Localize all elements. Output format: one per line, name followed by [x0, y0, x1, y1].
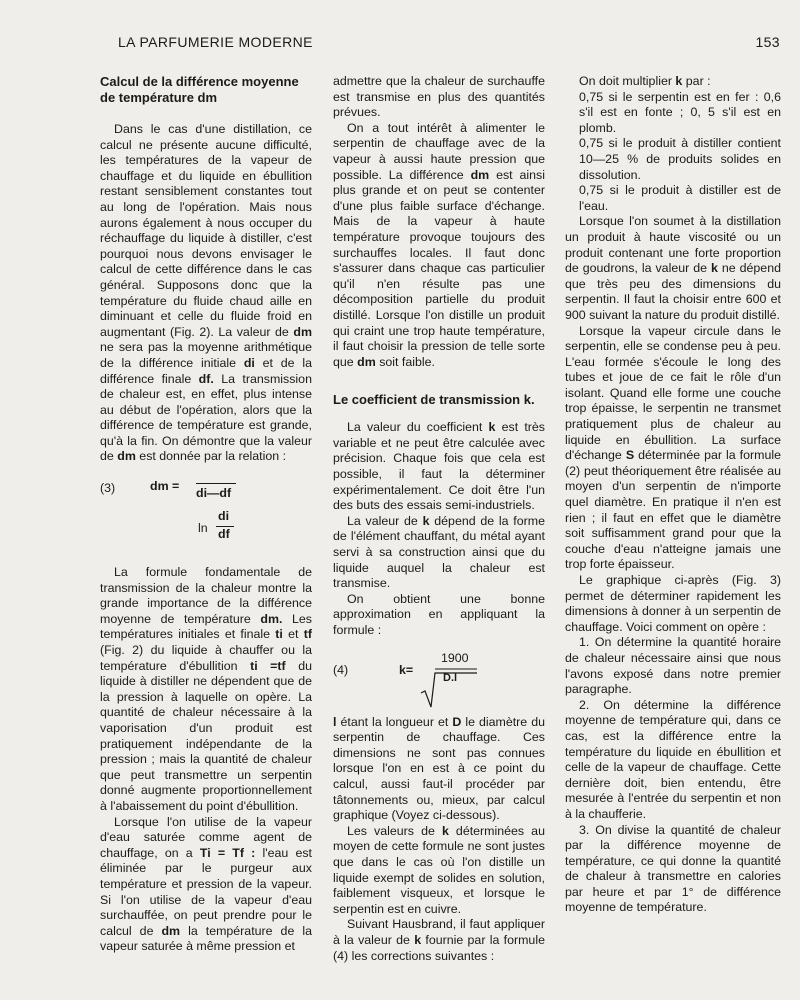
list-item: 0,75 si le serpentin est en fer : 0,6 s'il est en fonte ; 0, 5 s'il est en plomb. — [579, 89, 781, 135]
text: Suivant Hausbrand, il faut appliquer à la valeur de — [333, 917, 545, 947]
numbered-step: 2. On détermine la différence moyenne de température qui, dans ce cas, est la différence entre la température du liquide en ébullition et celle de la vapeur de chauffage. Cette dernière doit, bien entendu, être mesurée à l'entrée du serpentin et non à la chaufferie. — [565, 697, 781, 821]
page-number: 153 — [755, 34, 780, 50]
text: La valeur de — [347, 513, 418, 528]
paragraph — [333, 715, 545, 824]
text: La transmission de chaleur est, en effet, plus intense au début de l'opération, alors que la différence de température est grande, qu'à la fin. On démontre que la valeur de — [100, 371, 312, 464]
term: ti =tf — [250, 658, 286, 673]
text: La formule fondamentale de transmission de la chaleur montre la grande importance de la différence moyenne de température — [100, 565, 312, 626]
term: k — [710, 261, 718, 276]
numbered-step: 3. On divise la quantité de chaleur par la différence moyenne de température, ce qui donne la quantité de chaleur à transmettre en calories par heure et par 1° de différence moyenne de température. — [565, 822, 781, 915]
paragraph — [333, 420, 545, 514]
text: Lorsque l'on utilise de la vapeur d'eau saturée comme agent de chauffage, on a — [100, 814, 312, 860]
fraction-bar — [196, 483, 236, 501]
text: Lorsque la vapeur circule dans le serpentin, elle se condense peu à peu. L'eau formée s'écoule le long des tubes et joue de ce fait le rôle d'un isolant. Quand elle forme une couche trop épaisse, le serpentin ne transmet pratiquement plus de chaleur au liquide en ébullition. La surface d'échange — [565, 323, 781, 463]
term: l — [333, 714, 337, 729]
equation-4 — [333, 651, 545, 711]
term: di — [243, 355, 255, 370]
text: On doit multiplier — [579, 74, 672, 88]
inner-denominator: df — [218, 527, 230, 542]
text: est ainsi plus grande et on peut se contenter d'une plus faible surface d'échange. Mais de la vapeur à haute température provoque toujours des surchauffes locales. Il faut donc s'assurer dans chaque cas particulier qu'il n'en résulte pas une décomposition partielle du produit distillé. Lorsque l'on distille un produit qui craint une trop haute température, il faut choisir la pression de telle sorte que — [333, 167, 545, 369]
paragraph: admettre que la chaleur de surchauffe est transmise en plus des quantités prévues. — [333, 74, 545, 120]
term: k — [441, 823, 449, 838]
text: du liquide à distiller ne dépendent que de la pression à laquelle on opère. La quantité de chaleur nécessaire à la vaporisation d'un produit est pratiquement indépendante de la pression ; mais la quantité de chaleur que peut transmettre un serpentin donné augmente proportionnellement à l'abaissement du point d'ébullition. — [100, 658, 312, 813]
ln-operator: ln — [198, 521, 208, 536]
paragraph: On obtient une bonne approximation en appliquant la formule : — [333, 591, 545, 637]
term: k — [422, 513, 430, 528]
term: k — [675, 74, 683, 88]
text: déterminées au moyen de cette formule ne sont justes que dans le cas où l'on distille un liquide exempt de solides en solution, faiblement visqueux, et lorsque le serpentin est en cuivre. — [333, 823, 545, 916]
term: dm — [293, 324, 312, 339]
term: D — [452, 714, 462, 729]
text: l'eau est éliminée par le purgeur aux température et pression de la vapeur. Si l'on utilise de la vapeur d'eau surchauffée, on peut prendre pour le calcul de — [100, 845, 312, 938]
term: S — [625, 448, 635, 463]
text: étant la longueur et — [340, 714, 449, 729]
text: et de la différence finale — [100, 355, 312, 386]
text: par : — [685, 74, 711, 88]
text: la température de la vapeur saturée à même pression et — [100, 923, 312, 954]
equation-lhs: dm = — [150, 479, 180, 494]
text: et — [288, 627, 299, 642]
text: Dans le cas d'une distillation, ce calcul ne présente aucune difficulté, les températures de la vapeur de chauffage et du liquide en ébullition restant sensiblement constantes tout au long de l'opération. Mais nous aurons également à nous occuper du réchauffage du liquide à distiller, c'est pourquoi nous devons envisager le calcul de cette différence dans le cas général. Supposons donc que la température du fluide chaud aille en diminuant et celle du fluide froid en augmentant (Fig. 2). La valeur de — [100, 122, 312, 339]
equation-number: (4) — [333, 662, 349, 677]
inner-numerator: di — [218, 509, 230, 524]
term: dm — [161, 923, 181, 938]
column-1 — [100, 74, 312, 955]
paragraph — [333, 514, 545, 592]
journal-title: LA PARFUMERIE MODERNE — [118, 34, 313, 50]
text: Les valeurs de — [347, 823, 435, 838]
text: déterminée par la formule (2) peut théoriquement être réalisée au moyen d'un serpentin de n'importe quel diamètre. En pratique il n'en est rien ; il faut en effet que le diamètre soit suffisamment grand pour que la couche d'eau n'atteigne jamais une trop forte épaisseur. — [565, 448, 781, 572]
paragraph — [333, 121, 545, 371]
paragraph — [100, 122, 312, 465]
paragraph — [333, 917, 545, 964]
paragraph — [100, 815, 312, 955]
text: soit faible. — [379, 354, 435, 369]
term: k — [488, 420, 496, 435]
term: dm — [357, 354, 376, 369]
text: dépend de la forme de l'élément chauffant, du métal ayant servi à sa construction ainsi que du liquide auquel la chaleur est transmise. — [333, 513, 545, 591]
text: Lorsque l'on soumet à la distillation un produit à haute viscosité ou un produit contenant une forte proportion de goudrons, la valeur de — [565, 214, 781, 276]
equation-3 — [100, 475, 312, 557]
equation-denominator: D.l — [443, 671, 458, 684]
list-item: 0,75 si le produit à distiller est de l'eau. — [579, 183, 781, 213]
text: est très variable et ne peut être calculée avec précision. Chaque fois que cela est possible, il faut la déterminer expérimentalement. Ce doit être l'un des buts des essais semi-industriels. — [333, 420, 545, 513]
paragraph — [565, 324, 781, 574]
numbered-step: 1. On détermine la quantité horaire de chaleur nécessaire ainsi que nous l'avons exposé dans notre premier paragraphe. — [565, 635, 781, 697]
term: dm — [117, 449, 136, 464]
text: (Fig. 2) du liquide à chauffer ou la température d'ébullition — [100, 643, 312, 673]
term: dm — [470, 167, 490, 182]
term: k — [414, 932, 422, 947]
term: df. — [198, 371, 214, 386]
list-item: 0,75 si le produit à distiller contient 10—25 % de produits solides en dissolution. — [579, 136, 781, 182]
column-2 — [333, 74, 545, 964]
running-header — [118, 34, 780, 56]
text: Les températures initiales et finale — [100, 611, 312, 642]
paragraph — [565, 214, 781, 323]
text: est donnée par la relation : — [139, 449, 287, 464]
text: ne dépend que très peu des dimensions du serpentin. Il faut la choisir entre 600 et 900 suivant la nature du produit distillé. — [565, 261, 781, 322]
equation-number: (3) — [100, 481, 116, 496]
equation-numerator: 1900 — [441, 650, 469, 665]
text: La valeur du coefficient — [347, 420, 483, 435]
section-heading-k: Le coefficient de transmission k. — [333, 392, 535, 408]
paragraph: Le graphique ci-après (Fig. 3) permet de déterminer rapidement les dimensions à donner à un serpentin de chauffage. Voici comment on opère : — [565, 573, 781, 634]
text: ne sera pas la moyenne arithmétique de la différence initiale — [100, 340, 312, 370]
text: fournie par la formule (4) les corrections suivantes : — [333, 932, 545, 963]
term: dm. — [260, 611, 283, 626]
equation-lhs: k= — [399, 662, 414, 677]
term: ti — [275, 627, 283, 642]
term: Ti = Tf : — [199, 845, 256, 860]
paragraph — [100, 565, 312, 815]
text: le diamètre du serpentin de chauffage. Ces dimensions ne sont pas connues lorsque l'on en est à ce point du calcul, aussi faut-il procéder par tâtonnements ou, mieux, par calcul graphique (Voyez ci-dessous). — [333, 714, 545, 823]
paragraph — [565, 74, 781, 90]
paragraph — [333, 824, 545, 918]
term: tf — [303, 627, 312, 642]
column-3 — [565, 74, 781, 916]
section-heading-dm: Calcul de la différence moyenne de température dm — [100, 74, 299, 105]
equation-numerator: di—df — [196, 486, 232, 501]
text: On a tout intérêt à alimenter le serpentin de chauffage avec de la vapeur à aussi haute pression que possible. La différence — [333, 120, 545, 182]
